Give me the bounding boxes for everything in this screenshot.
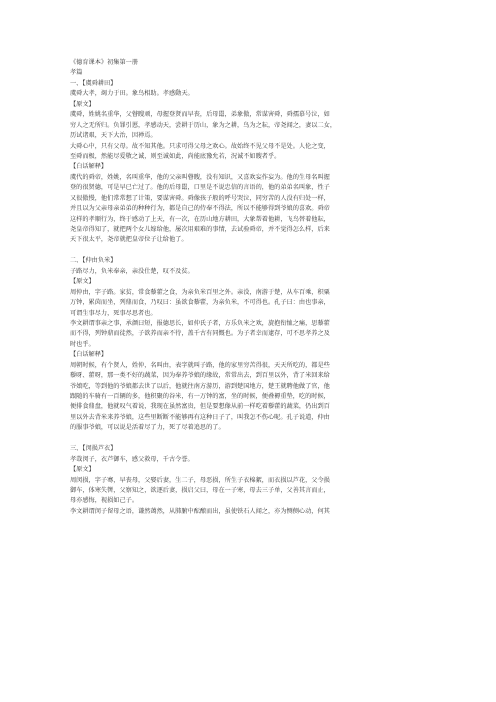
explanation-line: 并且以为父亲母亲弟弟的种种行为，都是自己的侍奉不得法，所以不能够得到爷娘的喜欢。舜帝 — [70, 205, 330, 213]
document-title: 《德育课本》初集第一册 — [70, 59, 139, 66]
section-summary: 子路尽力，负米奉亲，亲没仕楚，叹不及贫。 — [70, 267, 194, 275]
original-text-line: 母亦感悔，视损如己子。 — [70, 497, 139, 505]
original-text-line: 穷人之无所归。负罪引慝，孝感动天，尝耕于历山，象为之耕，鸟为之耘，帝尧闻之，妻以二女， — [70, 121, 337, 129]
explanation-line: 这样的孝顺行为，终于感动了上天，有一次，在历山地方耕田，大象帮着他耕，飞鸟替着他耘， — [70, 215, 330, 223]
explanation-line: 尧皇帝得知了，就把两个女儿嫁给他，屡次用艰难的事情，去试验舜帝，并不觉得怎么样，后来 — [70, 226, 330, 233]
section-heading: 一、【虞舜耕田】 — [70, 79, 117, 87]
original-text-line: 历试诸艰，天下大治，因禅焉。 — [70, 132, 157, 140]
original-text-line: 周仲由，字子路。家贫，常食藜藿之食，为亲负米百里之外。亲没，南游于楚，从车百乘，积粟 — [70, 288, 330, 296]
section-heading: 二、【仲由负米】 — [70, 257, 117, 265]
explanation-line: 跟随的车骑有一百辆的多，他积聚的谷米，有一万钟的富，坐的时候，便叠褥重垫，吃的时候， — [70, 393, 330, 400]
explanation-line: 里以外去背米来养爷娘，这些里断断不能够再有这种日子了，叫我怎不伤心呢。孔子说道，仲由 — [70, 413, 330, 421]
explanation-line: 周朝时候，有个贤人，姓仲，名叫由，表字就叫子路，他的家里穷苦得很，天天所吃的，都是些 — [70, 361, 330, 369]
original-text-line: 可谓生事尽力，死事尽思者也。 — [70, 309, 157, 317]
original-text-line: 而不得，列钟鼎而徒然，子欲养而亲不待，盖千古有同慨也。为子者幸而逮存，可不思孝养之及 — [70, 330, 330, 338]
section-zhong-you — [70, 256, 426, 433]
section-summary: 虞舜大孝，竭力于田。象鸟相助。孝感動天。 — [70, 90, 194, 98]
section-yu-shun — [70, 79, 426, 246]
explanation-line: 爷娘吃，等到他的爷娘都去世了以后，他就往南方游历，游到楚国地方，楚王就聘他做了官，他 — [70, 382, 330, 390]
document-subtitle: 孝篇 — [70, 69, 83, 77]
original-text-line: 李文耕谓闵子留母之语，谦然蔼然，从肺腑中酝酿而出，虽使铁石人闻之，亦为恻侧心动，何其 — [70, 507, 330, 515]
explanation-line: 虞代的舜帝，姓姚，名叫重华，他的父亲叫瞽瞍，没有知识，又喜欢妄作妄为。他的生母名叫握 — [70, 173, 330, 181]
explanation-label: 【白话解释】 — [70, 351, 108, 359]
original-text-line: 周闵损，字子骞，早丧母，父娶后妻，生二子，母恶损，所生子衣棉絮，而衣损以芦花，父令损 — [70, 476, 330, 484]
explanation-line: 的服事爷娘，可以说是活着尽了力，死了尽着追思的了。 — [70, 424, 225, 432]
explanation-label: 【白话解释】 — [70, 163, 108, 171]
original-text-label: 【原文】 — [70, 466, 95, 474]
section-spacer — [70, 434, 426, 444]
original-text-line: 万钟，累茵而坐，列鼎而食，乃叹曰：虽欲食藜藿，为亲负米，不可得也。孔子曰：由也事亲， — [70, 299, 330, 307]
section-spacer — [70, 246, 426, 256]
explanation-line: 天下很太平，尧帝就把皇帝位子让给他了。 — [70, 236, 188, 244]
original-text-line: 大舜心中，只有父母。故不知其他。只求可得父母之欢心。故始终不见父母不是处。人伦之变， — [70, 142, 330, 150]
original-text-line: 至舜而极，然能尽爱敬之诚，则至诚如此，尚能底豫允若，況诚不如瞍者乎。 — [70, 152, 281, 160]
section-summary: 孝哉闵子，衣芦御车，感父救母，千古令誉。 — [70, 455, 194, 463]
section-heading: 三、【闵损芦衣】 — [70, 445, 117, 453]
explanation-line: 又很傲慢，他们常常想了计策，要谋害舜。舜像孩子般的呼号哭泣，同穷苦的人没有归处一样， — [70, 194, 330, 202]
explanation-line: 便排食鼎盘，他就叹气着说，我现在虽然富贵，但是要想像从前一样吃着藜藿的蔬菜，仍出到百 — [70, 403, 330, 411]
explanation-line: 藜呀、藿呀，那一类不好的蔬菜，因为奉养爷娘的缘故，常常出去，到百里以外，背了米回来给 — [70, 372, 330, 380]
explanation-line: 登的很贤德，可是早已亡过了。他的后母嚚，口里是不说忠信的言语的，他的弟弟名叫象，性子 — [70, 184, 330, 192]
original-text-label: 【原文】 — [70, 278, 95, 286]
original-text-line: 御车，体寒失辔，父察知之，欲逐后妻，损启父曰，母在一子寒，母去三子单，父善其言而止， — [70, 486, 330, 494]
original-text-line: 虞舜，姓姚名重华，父瞽瞍顽，母握登贤而早丧，后母嚚，弟象傲，常谋害舜，舜孺慕号泣，如 — [70, 111, 330, 119]
original-text-line: 时也乎。 — [70, 340, 95, 348]
original-text-label: 【原文】 — [70, 100, 95, 108]
original-text-line: 李文耕谓事亲之事，承颜曰短，报德思长，如仲氏子者，方乐负米之欢，旋抱衔恤之痛，思藜藿 — [70, 319, 330, 327]
section-min-sun — [70, 444, 426, 517]
